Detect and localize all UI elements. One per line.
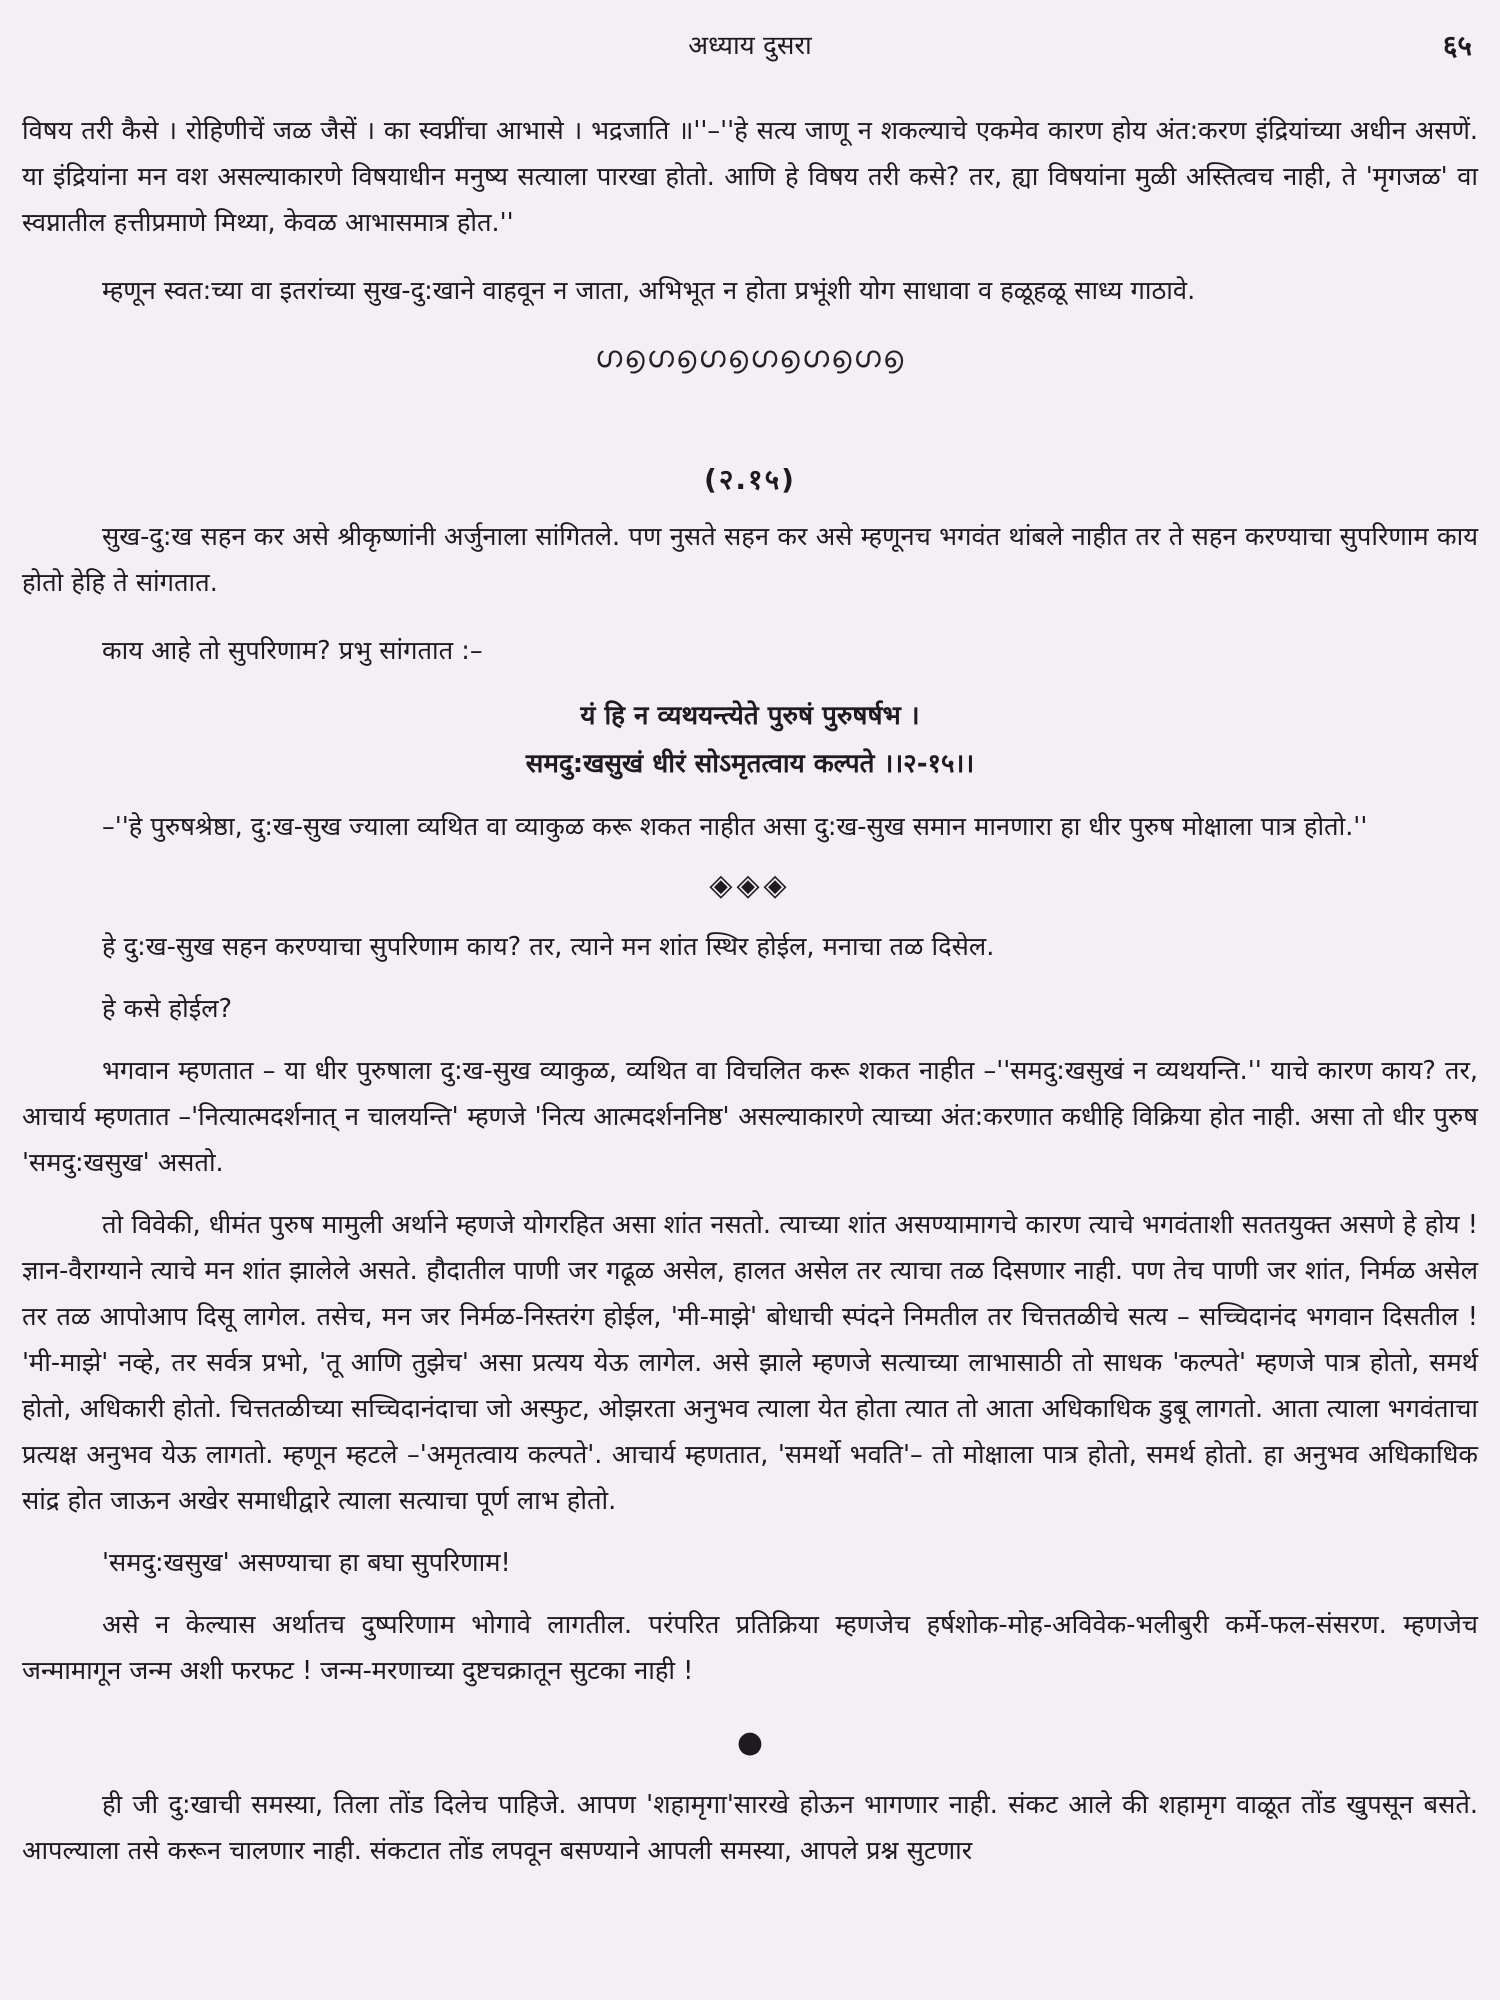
ornamental-divider: ഗ൭ഗ൭ഗ൭ഗ൭ഗ൭ഗ൭ (594, 340, 906, 375)
paragraph: विषय तरी कैसे । रोहिणीचें जळ जैसें । का स्वप्नींचा आभासे । भद्रजाति ॥''–''हे सत्य जाणू न शकल्याचे एकमेव कारण होय अंत:करण इंद्रियांच्या अधीन असणें. या इंद्रियांना मन वश असल्याकारणे विषयाधीन मनुष्य सत्याला पारखा होतो. आणि हे विषय तरी कसे? तर, ह्या विषयांना मुळी अस्तित्वच नाही, ते 'मृगजळ' वा स्वप्नातील हत्तीप्रमाणे मिथ्या, केवळ आभासमात्र होत.'' (22, 116, 1478, 238)
running-head (0, 26, 1500, 66)
diamond-divider: ◈◈◈ (709, 868, 791, 903)
paragraph: ही जी दु:खाची समस्या, तिला तोंड दिलेच पाहिजे. आपण 'शहामृगा'सारखे होऊन भागणार नाही. संकट आले की शहामृग वाळूत तोंड खुपसून बसते. आपल्याला तसे करून चालणार नाही. संकटात तोंड लपवून बसण्याने आपली समस्या, आपले प्रश्न सुटणार (22, 1790, 1478, 1866)
paragraph: सुख-दु:ख सहन कर असे श्रीकृष्णांनी अर्जुनाला सांगितले. पण नुसते सहन कर असे म्हणूनच भगवंत थांबले नाहीत तर ते सहन करण्याचा सुपरिणाम काय होतो हेहि ते सांगतात. (22, 522, 1478, 598)
paragraph: हे दु:ख-सुख सहन करण्याचा सुपरिणाम काय? तर, त्याने मन शांत स्थिर होईल, मनाचा तळ दिसेल. (102, 932, 995, 962)
section-number: (२.१५) (704, 463, 796, 496)
paragraph: हे कसे होईल? (102, 994, 233, 1024)
paragraph: भगवान म्हणतात – या धीर पुरुषाला दु:ख-सुख व्याकुळ, व्यथित वा विचलित करू शकत नाहीत –''समदु:खसुखं न व्यथयन्ति.'' याचे कारण काय? तर, आचार्य म्हणतात –'नित्यात्मदर्शनात् न चालयन्ति' म्हणजे 'नित्य आत्मदर्शननिष्ठ' असल्याकारणे त्याच्या अंत:करणात कधीहि विक्रिया होत नाही. असा तो धीर पुरुष 'समदु:खसुख' असतो. (22, 1056, 1478, 1178)
running-title: अध्याय दुसरा (688, 31, 812, 61)
paragraph: असे न केल्यास अर्थातच दुष्परिणाम भोगावे लागतील. परंपरित प्रतिक्रिया म्हणजेच हर्षशोक-मोह-अविवेक-भलीबुरी कर्मे-फल-संसरण. म्हणजेच जन्मामागून जन्म अशी फरफट ! जन्म-मरणाच्या दुष्टचक्रातून सुटका नाही ! (22, 1610, 1478, 1686)
paragraph: 'समदु:खसुख' असण्याचा हा बघा सुपरिणाम! (102, 1548, 511, 1578)
page-number: ६५ (1442, 29, 1472, 62)
paragraph: म्हणून स्वत:च्या वा इतरांच्या सुख-दु:खाने वाहवून न जाता, अभिभूत न होता प्रभूंशी योग साधावा व हळूहळू साध्य गाठावे. (102, 276, 1196, 306)
verse-line: यं हि न व्यथयन्त्येते पुरुषं पुरुषर्षभ । (580, 701, 920, 731)
body-text (22, 108, 1478, 1874)
paragraph: तो विवेकी, धीमंत पुरुष मामुली अर्थाने म्हणजे योगरहित असा शांत नसतो. त्याच्या शांत असण्यामागचे कारण त्याचे भगवंताशी सततयुक्त असणे हे होय ! ज्ञान-वैराग्याने त्याचे मन शांत झालेले असते. हौदातील पाणी जर गढूळ असेल, हालत असेल तर त्याचा तळ दिसणार नाही. पण तेच पाणी जर शांत, निर्मळ असेल तर तळ आपोआप दिसू लागेल. तसेच, मन जर निर्मळ-निस्तरंग होईल, 'मी-माझे' बोधाची स्पंदने निमतील तर चित्ततळीचे सत्य – सच्चिदानंद भगवान दिसतील ! 'मी-माझे' नव्हे, तर सर्वत्र प्रभो, 'तू आणि तुझेच' असा प्रत्यय येऊ लागेल. असे झाले म्हणजे सत्याच्या लाभासाठी तो साधक 'कल्पते' म्हणजे पात्र होतो, समर्थ होतो, अधिकारी होतो. चित्ततळीच्या सच्चिदानंदाचा जो अस्फुट, ओझरता अनुभव त्याला येत होता त्यात तो आता अधिकाधिक डुबू लागतो. आता त्याला भगवंताचा प्रत्यक्ष अनुभव येऊ लागतो. म्हणून म्हटले –'अमृतत्वाय कल्पते'. आचार्य म्हणतात, 'समर्थो भवति'– तो मोक्षाला पात्र होतो, समर्थ होतो. हा अनुभव अधिकाधिक सांद्र होत जाऊन अखेर समाधीद्वारे त्याला सत्याचा पूर्ण लाभ होतो. (22, 1210, 1478, 1516)
paragraph: काय आहे तो सुपरिणाम? प्रभु सांगतात :– (102, 636, 483, 666)
sanskrit-verse (22, 692, 1478, 788)
verse-line: समदु:खसुखं धीरं सोऽमृतत्वाय कल्पते ।।२-१५।। (525, 749, 975, 779)
bullet-divider: ● (736, 1725, 764, 1760)
paragraph: –''हे पुरुषश्रेष्ठा, दु:ख-सुख ज्याला व्यथित वा व्याकुळ करू शकत नाहीत असा दु:ख-सुख समान मानणारा हा धीर पुरुष मोक्षाला पात्र होतो.'' (102, 812, 1368, 842)
